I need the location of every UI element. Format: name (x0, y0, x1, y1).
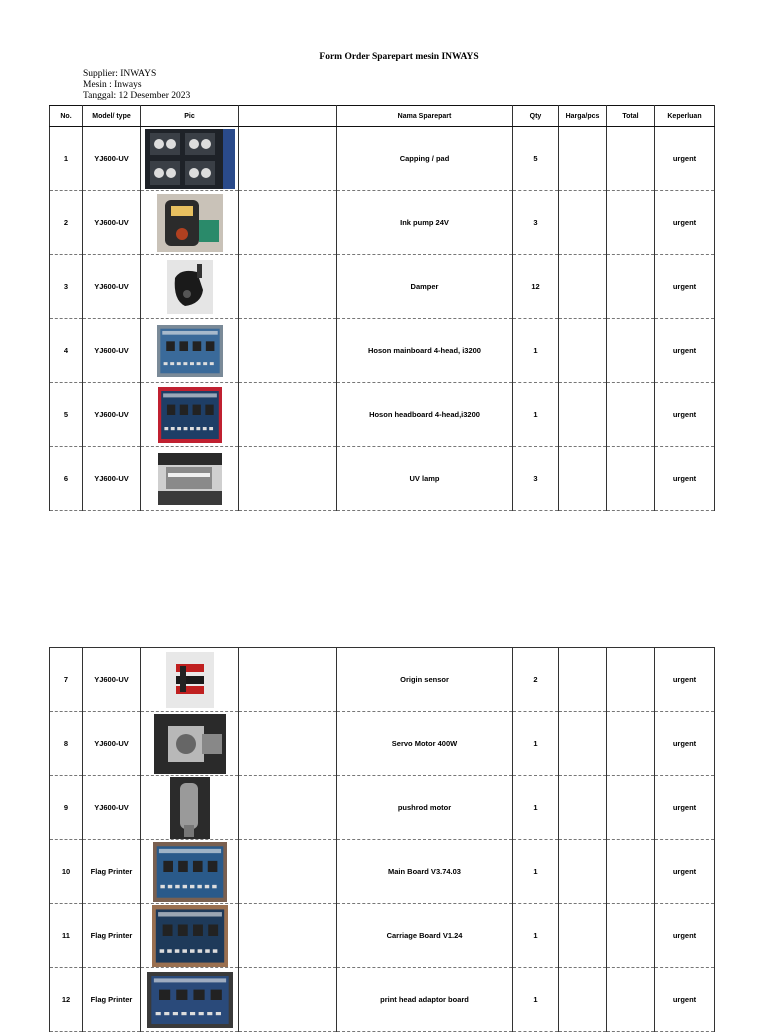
part-name-cell: Hoson mainboard 4-head, i3200 (337, 319, 513, 383)
no-cell: 11 (50, 904, 83, 968)
table-row (50, 840, 715, 904)
no-cell: 7 (50, 648, 83, 712)
pushrod-motor-photo (170, 777, 210, 839)
table-row (50, 447, 715, 511)
no-cell: 10 (50, 840, 83, 904)
need-cell: urgent (655, 968, 715, 1032)
blank-cell (239, 904, 337, 968)
part-name-cell: Servo Motor 400W (337, 712, 513, 776)
total-cell (607, 648, 655, 712)
need-cell: urgent (655, 712, 715, 776)
no-cell: 8 (50, 712, 83, 776)
table-row (50, 255, 715, 319)
qty-cell: 1 (513, 319, 559, 383)
blank-cell (239, 712, 337, 776)
date-line: Tanggal: 12 Desember 2023 (83, 91, 191, 101)
no-cell: 6 (50, 447, 83, 511)
pic-cell (141, 904, 239, 968)
pic-cell (141, 840, 239, 904)
table-row (50, 127, 715, 191)
need-cell: urgent (655, 319, 715, 383)
model-cell: YJ600-UV (83, 319, 141, 383)
blank-cell (239, 127, 337, 191)
qty-cell: 1 (513, 968, 559, 1032)
qty-cell: 2 (513, 648, 559, 712)
model-cell: YJ600-UV (83, 383, 141, 447)
uv-lamp-photo (158, 453, 222, 505)
qty-cell: 1 (513, 776, 559, 840)
no-cell: 4 (50, 319, 83, 383)
pic-cell (141, 191, 239, 255)
model-cell: Flag Printer (83, 840, 141, 904)
price-cell (559, 319, 607, 383)
blank-cell (239, 776, 337, 840)
need-cell: urgent (655, 255, 715, 319)
total-cell (607, 904, 655, 968)
order-meta (83, 69, 190, 102)
total-cell (607, 712, 655, 776)
no-cell: 2 (50, 191, 83, 255)
pic-cell (141, 968, 239, 1032)
table-header (50, 106, 715, 127)
headboard-photo (158, 387, 222, 443)
price-cell (559, 968, 607, 1032)
mainboard-photo (157, 325, 223, 377)
col-total-header: Total (607, 106, 655, 127)
servo-motor-photo (154, 714, 226, 774)
supplier-line: Supplier: INWAYS (83, 69, 157, 79)
col-blank-header (239, 106, 337, 127)
model-cell: YJ600-UV (83, 127, 141, 191)
machine-line: Mesin : Inways (83, 80, 142, 90)
model-cell: YJ600-UV (83, 712, 141, 776)
col-need-header: Keperluan (655, 106, 715, 127)
adaptor-board-photo (147, 972, 233, 1028)
need-cell: urgent (655, 127, 715, 191)
no-cell: 1 (50, 127, 83, 191)
price-cell (559, 648, 607, 712)
price-cell (559, 904, 607, 968)
parts-table-page1 (49, 105, 715, 511)
need-cell: urgent (655, 904, 715, 968)
need-cell: urgent (655, 447, 715, 511)
total-cell (607, 383, 655, 447)
pic-cell (141, 712, 239, 776)
pic-cell (141, 319, 239, 383)
total-cell (607, 319, 655, 383)
blank-cell (239, 447, 337, 511)
part-name-cell: pushrod motor (337, 776, 513, 840)
no-cell: 5 (50, 383, 83, 447)
capping-pad-photo (145, 129, 235, 189)
main-board-photo (153, 842, 227, 902)
blank-cell (239, 383, 337, 447)
total-cell (607, 968, 655, 1032)
pic-cell (141, 255, 239, 319)
table-row (50, 319, 715, 383)
blank-cell (239, 319, 337, 383)
col-no-header: No. (50, 106, 83, 127)
total-cell (607, 191, 655, 255)
part-name-cell: Origin sensor (337, 648, 513, 712)
table-row (50, 648, 715, 712)
pic-cell (141, 383, 239, 447)
price-cell (559, 840, 607, 904)
need-cell: urgent (655, 840, 715, 904)
qty-cell: 5 (513, 127, 559, 191)
price-cell (559, 255, 607, 319)
qty-cell: 1 (513, 840, 559, 904)
blank-cell (239, 968, 337, 1032)
qty-cell: 3 (513, 447, 559, 511)
need-cell: urgent (655, 648, 715, 712)
part-name-cell: Hoson headboard 4-head,i3200 (337, 383, 513, 447)
total-cell (607, 127, 655, 191)
total-cell (607, 776, 655, 840)
model-cell: YJ600-UV (83, 191, 141, 255)
price-cell (559, 127, 607, 191)
pic-cell (141, 447, 239, 511)
carriage-board-photo (152, 905, 228, 967)
need-cell: urgent (655, 776, 715, 840)
part-name-cell: Ink pump 24V (337, 191, 513, 255)
origin-sensor-photo (166, 652, 214, 708)
qty-cell: 1 (513, 904, 559, 968)
qty-cell: 1 (513, 383, 559, 447)
total-cell (607, 447, 655, 511)
price-cell (559, 447, 607, 511)
price-cell (559, 712, 607, 776)
blank-cell (239, 648, 337, 712)
page-title: Form Order Sparepart mesin INWAYS (319, 52, 479, 62)
col-pic-header: Pic (141, 106, 239, 127)
part-name-cell: Capping / pad (337, 127, 513, 191)
need-cell: urgent (655, 383, 715, 447)
table-row (50, 712, 715, 776)
part-name-cell: Damper (337, 255, 513, 319)
qty-cell: 3 (513, 191, 559, 255)
damper-photo (167, 260, 213, 314)
total-cell (607, 840, 655, 904)
table-row (50, 904, 715, 968)
qty-cell: 1 (513, 712, 559, 776)
blank-cell (239, 191, 337, 255)
table-row (50, 383, 715, 447)
ink-pump-photo (157, 194, 223, 252)
qty-cell: 12 (513, 255, 559, 319)
table-row (50, 968, 715, 1032)
part-name-cell: UV lamp (337, 447, 513, 511)
blank-cell (239, 840, 337, 904)
model-cell: Flag Printer (83, 968, 141, 1032)
col-model-header: Model/ type (83, 106, 141, 127)
model-cell: YJ600-UV (83, 447, 141, 511)
price-cell (559, 383, 607, 447)
price-cell (559, 191, 607, 255)
col-qty-header: Qty (513, 106, 559, 127)
part-name-cell: print head adaptor board (337, 968, 513, 1032)
price-cell (559, 776, 607, 840)
pic-cell (141, 776, 239, 840)
need-cell: urgent (655, 191, 715, 255)
table-row (50, 776, 715, 840)
model-cell: Flag Printer (83, 904, 141, 968)
no-cell: 9 (50, 776, 83, 840)
total-cell (607, 255, 655, 319)
col-name-header: Nama Sparepart (337, 106, 513, 127)
part-name-cell: Carriage Board V1.24 (337, 904, 513, 968)
pic-cell (141, 648, 239, 712)
model-cell: YJ600-UV (83, 648, 141, 712)
pic-cell (141, 127, 239, 191)
col-price-header: Harga/pcs (559, 106, 607, 127)
parts-table-page2 (49, 647, 715, 1032)
model-cell: YJ600-UV (83, 776, 141, 840)
no-cell: 3 (50, 255, 83, 319)
table-row (50, 191, 715, 255)
part-name-cell: Main Board V3.74.03 (337, 840, 513, 904)
no-cell: 12 (50, 968, 83, 1032)
blank-cell (239, 255, 337, 319)
model-cell: YJ600-UV (83, 255, 141, 319)
